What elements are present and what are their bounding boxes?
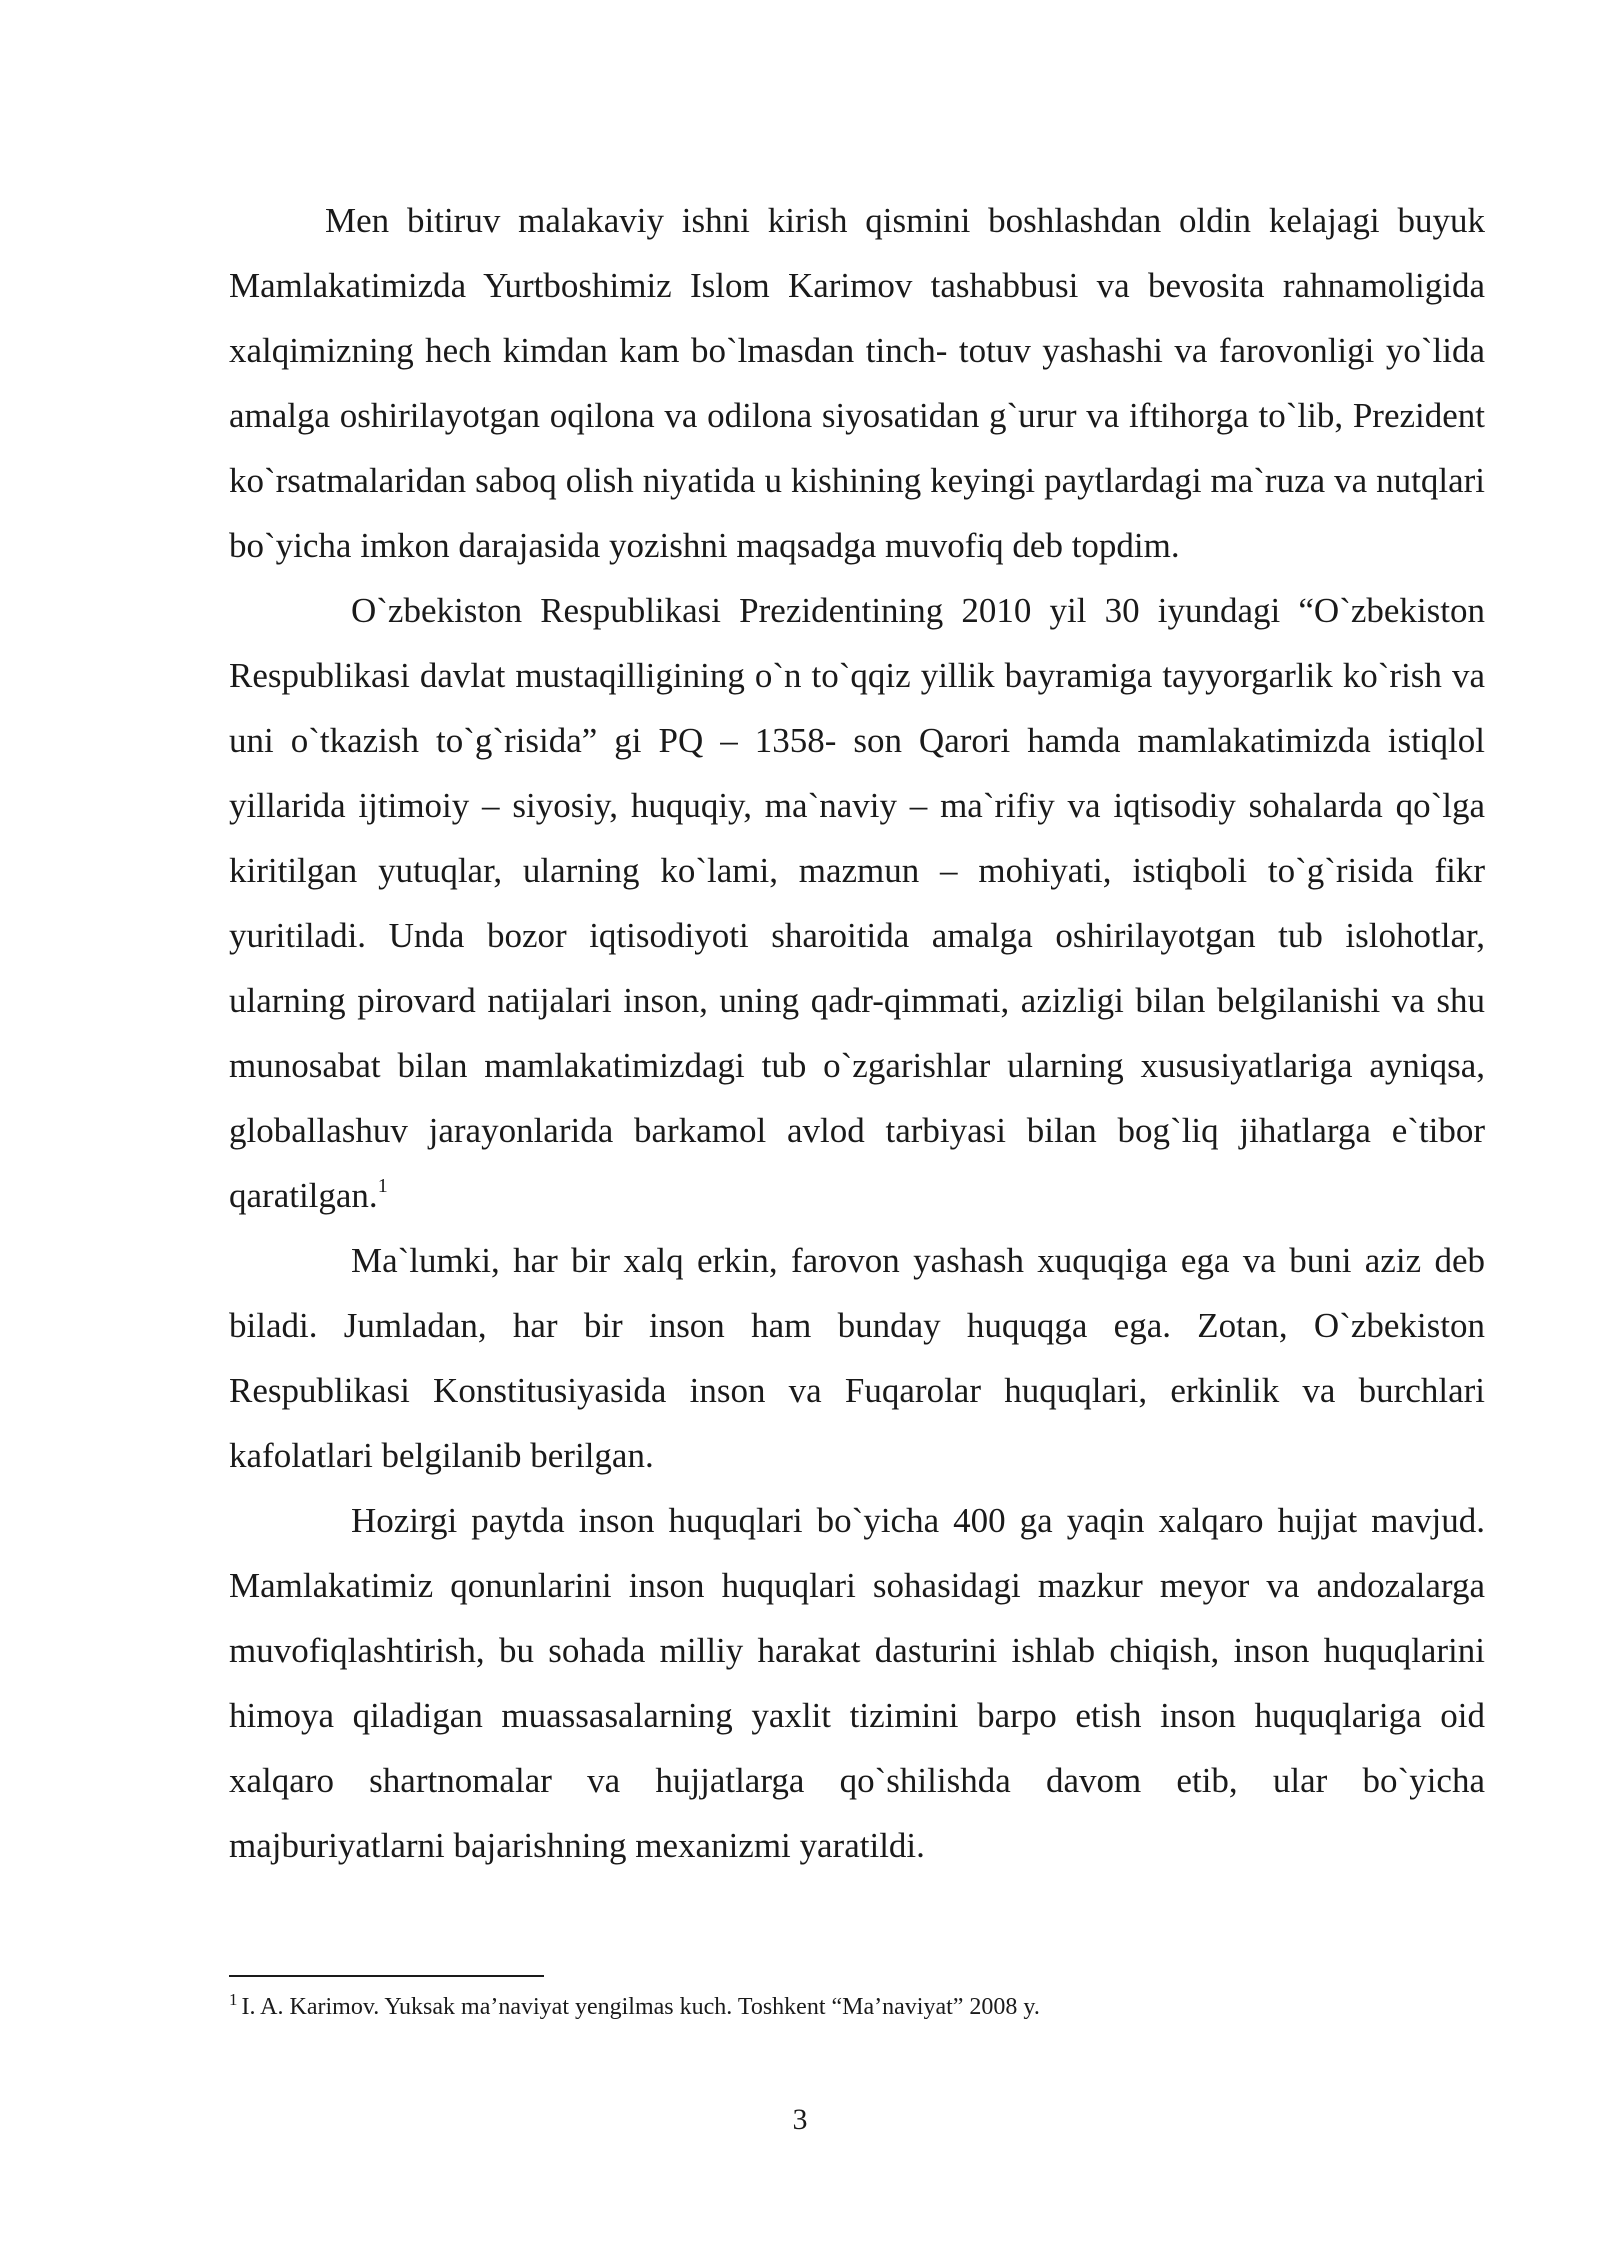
document-body <box>229 188 1485 1878</box>
footnote-number: 1 <box>229 1990 238 2009</box>
footnote-reference[interactable]: 1 <box>377 1175 388 1198</box>
paragraph-4: Hozirgi paytda inson huquqlari bo`yicha 400 ga yaqin xalqaro hujjat mavjud. Mamlakatimiz qonunlarini inson huquqlari sohasidagi mazkur meyor va andozalarga muvofiqlashtirish, bu sohada milliy harakat dasturini ishlab chiqish, inson huquqlarini himoya qiladigan muassasalarning yaxlit tizimini barpo etish inson huquqlariga oid xalqaro shartnomalar va hujjatlarga qo`shilishda davom etib, ular bo`yicha majburiyatlarni bajarishning mexanizmi yaratildi. <box>229 1501 1485 1865</box>
footnote-separator <box>229 1975 544 1977</box>
paragraph-3: Ma`lumki, har bir xalq erkin, farovon yashash xuquqiga ega va buni aziz deb biladi. Jumladan, har bir inson ham bunday huquqga ega. Zotan, O`zbekiston Respublikasi Konstitusiyasida inson va Fuqarolar huquqlari, erkinlik va burchlari kafolatlari belgilanib berilgan. <box>229 1241 1485 1475</box>
footnote-text: I. A. Karimov. Yuksak ma’naviyat yengilmas kuch. Toshkent “Ma’naviyat” 2008 y. <box>241 1994 1040 2020</box>
footnote <box>229 1990 1485 2024</box>
paragraph-2-text: O`zbekiston Respublikasi Prezidentining 2010 yil 30 iyundagi “O`zbekiston Respublikasi davlat mustaqilligining o`n to`qqiz yillik bayramiga tayyorgarlik ko`rish va uni o`tkazish to`g`risida” gi PQ – 1358- son Qarori hamda mamlakatimizda istiqlol yillarida ijtimoiy – siyosiy, huquqiy, ma`naviy – ma`rifiy va iqtisodiy sohalarda qo`lga kiritilgan yutuqlar, ularning ko`lami, mazmun – mohiyati, istiqboli to`g`risida fikr yuritiladi. Unda bozor iqtisodiyoti sharoitida amalga oshirilayotgan tub islohotlar, ularning pirovard natijalari inson, uning qadr-qimmati, azizligi bilan belgilanishi va shu munosabat bilan mamlakatimizdagi tub o`zgarishlar ularning xususiyatlariga ayniqsa, globallashuv jarayonlarida barkamol avlod tarbiyasi bilan bog`liq jihatlarga e`tibor qaratilgan. <box>229 591 1485 1215</box>
page-number: 3 <box>792 2103 808 2136</box>
paragraph-2 <box>229 578 1485 1228</box>
paragraph-1: Men bitiruv malakaviy ishni kirish qismini boshlashdan oldin kelajagi buyuk Mamlakatimizda Yurtboshimiz Islom Karimov tashabbusi va bevosita rahnamoligida xalqimizning hech kimdan kam bo`lmasdan tinch- totuv yashashi va farovonligi yo`lida amalga oshirilayotgan oqilona va odilona siyosatidan g`urur va iftihorga to`lib, Prezident ko`rsatmalaridan saboq olish niyatida u kishining keyingi paytlardagi ma`ruza va nutqlari bo`yicha imkon darajasida yozishni maqsadga muvofiq deb topdim. <box>229 201 1485 565</box>
